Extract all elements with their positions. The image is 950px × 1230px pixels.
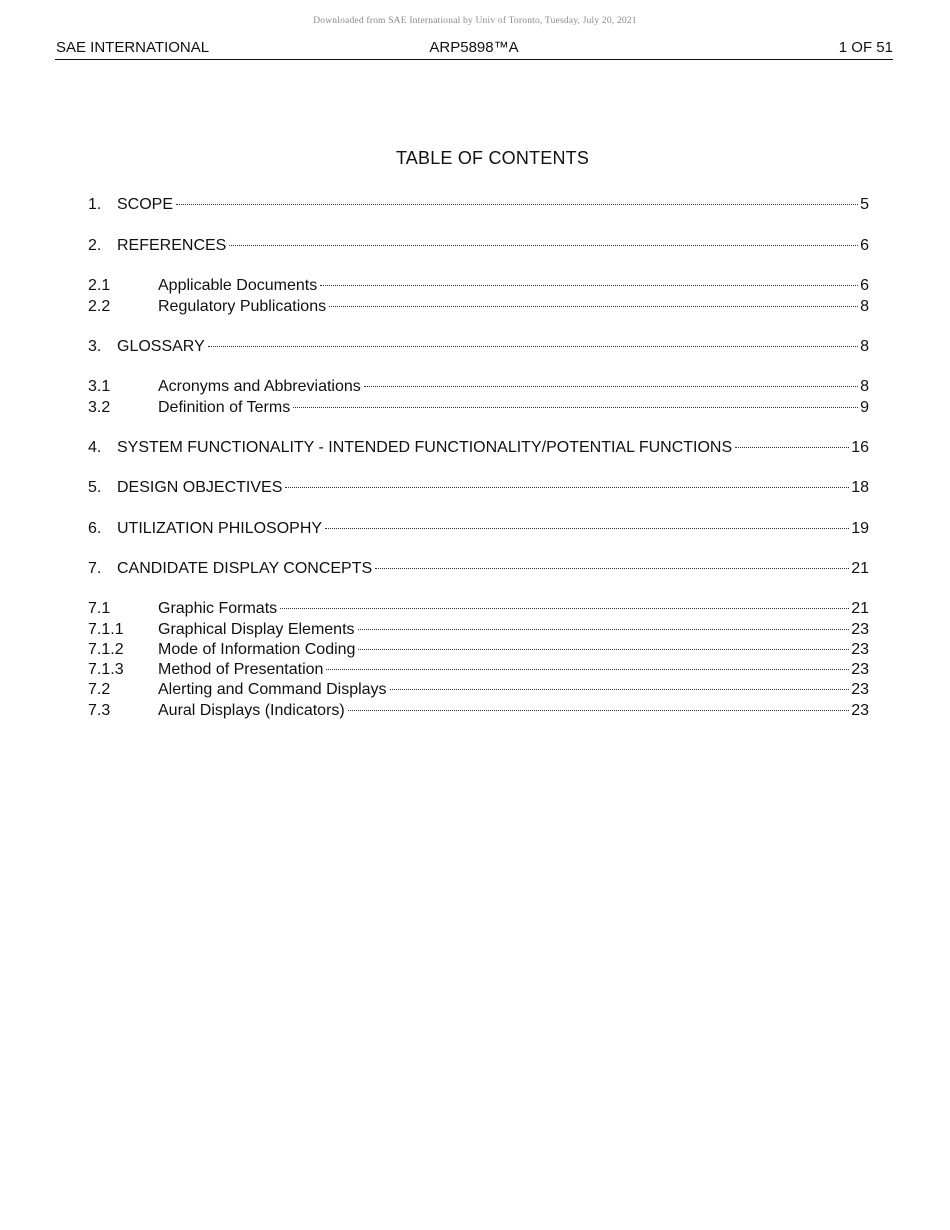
toc-entry-title: GLOSSARY: [117, 338, 205, 355]
toc-entry-number: 7.1.2: [88, 641, 124, 658]
toc-entry-number: 4.: [88, 439, 102, 456]
document-number: ARP5898™A: [429, 39, 519, 56]
toc-entry-number: 2.1: [88, 277, 111, 294]
page-header: [55, 38, 893, 60]
toc-entry-number: 6.: [88, 520, 102, 537]
toc-entry[interactable]: [88, 654, 869, 678]
toc-entry-number: 2.2: [88, 298, 111, 315]
toc-entry-title: REFERENCES: [117, 237, 227, 254]
toc-entry-page: 6: [860, 237, 869, 254]
toc-entry-number: 3.: [88, 338, 102, 355]
toc-entry-number: 2.: [88, 237, 102, 254]
toc-entry-page: 21: [851, 600, 869, 617]
toc-entry-page: 18: [851, 479, 869, 496]
toc-dot-leader: [320, 270, 858, 290]
toc-entry-page: 23: [851, 681, 869, 698]
toc-dot-leader: [364, 371, 858, 391]
toc-entry-title: DESIGN OBJECTIVES: [117, 479, 283, 496]
toc-entry[interactable]: [88, 695, 869, 719]
toc-entry-number: 7.1.1: [88, 621, 124, 638]
toc-entry[interactable]: [88, 270, 869, 294]
toc-entry-title: Graphical Display Elements: [158, 621, 355, 638]
toc-entry[interactable]: [88, 472, 869, 496]
toc-entry-title: Alerting and Command Displays: [158, 681, 387, 698]
toc-entry[interactable]: [88, 331, 869, 355]
toc-entry[interactable]: [88, 614, 869, 638]
toc-entry-number: 7.: [88, 560, 102, 577]
toc-entry[interactable]: [88, 392, 869, 416]
toc-entry-title: UTILIZATION PHILOSOPHY: [117, 520, 323, 537]
toc-entry[interactable]: [88, 513, 869, 537]
toc-entry-page: 21: [851, 560, 869, 577]
toc-dot-leader: [229, 230, 858, 250]
toc-entry-page: 5: [860, 196, 869, 213]
toc-entry-title: SCOPE: [117, 196, 174, 213]
toc-dot-leader: [325, 513, 849, 533]
download-watermark: Downloaded from SAE International by Univ of Toronto, Tuesday, July 20, 2021: [313, 16, 637, 26]
toc-entry-page: 8: [860, 338, 869, 355]
toc-entry-title: Definition of Terms: [158, 399, 291, 416]
toc-entry[interactable]: [88, 674, 869, 698]
toc-entry-page: 23: [851, 621, 869, 638]
toc-entry-page: 16: [851, 439, 869, 456]
toc-dot-leader: [176, 189, 858, 209]
publisher-name: SAE INTERNATIONAL: [56, 39, 210, 56]
toc-entry-title: Acronyms and Abbreviations: [158, 378, 361, 395]
toc-entry-number: 7.1: [88, 600, 111, 617]
toc-entry[interactable]: [88, 634, 869, 658]
toc-entry[interactable]: [88, 291, 869, 315]
toc-dot-leader: [280, 593, 849, 613]
toc-entry-title: Applicable Documents: [158, 277, 318, 294]
toc-entry-page: 23: [851, 702, 869, 719]
toc-entry-page: 19: [851, 520, 869, 537]
toc-dot-leader: [285, 472, 849, 492]
toc-dot-leader: [329, 291, 858, 311]
toc-entry[interactable]: [88, 593, 869, 617]
toc-entry-page: 8: [860, 298, 869, 315]
toc-entry-title: Mode of Information Coding: [158, 641, 356, 658]
toc-entry-title: Graphic Formats: [158, 600, 278, 617]
toc-title: TABLE OF CONTENTS: [395, 148, 590, 168]
toc-dot-leader: [735, 432, 849, 452]
toc-dot-leader: [390, 674, 850, 694]
toc-entry-number: 7.2: [88, 681, 111, 698]
toc-dot-leader: [293, 392, 858, 412]
toc-entry-title: Aural Displays (Indicators): [158, 702, 345, 719]
toc-entry-number: 7.3: [88, 702, 111, 719]
toc-entry-title: Regulatory Publications: [158, 298, 327, 315]
toc-entry-title: SYSTEM FUNCTIONALITY - INTENDED FUNCTIONALITY/POTENTIAL FUNCTIONS: [117, 439, 733, 456]
toc-dot-leader: [208, 331, 858, 351]
toc-entry-title: Method of Presentation: [158, 661, 324, 678]
toc-entry[interactable]: [88, 189, 869, 213]
toc-entry[interactable]: [88, 230, 869, 254]
toc-entry-page: 23: [851, 661, 869, 678]
toc-entry-page: 23: [851, 641, 869, 658]
toc-entry-page: 9: [860, 399, 869, 416]
toc-entry-number: 3.2: [88, 399, 111, 416]
toc-entry-title: CANDIDATE DISPLAY CONCEPTS: [117, 560, 373, 577]
toc-entry-number: 1.: [88, 196, 102, 213]
toc-dot-leader: [358, 614, 850, 634]
toc-entry-page: 8: [860, 378, 869, 395]
toc-dot-leader: [358, 634, 849, 654]
toc-entry-number: 3.1: [88, 378, 111, 395]
toc-entry[interactable]: [88, 432, 869, 456]
toc-entry[interactable]: [88, 371, 869, 395]
page-number: 1 OF 51: [838, 39, 893, 56]
toc-entry-number: 5.: [88, 479, 102, 496]
toc-dot-leader: [348, 695, 849, 715]
toc-entry-number: 7.1.3: [88, 661, 124, 678]
toc-entry[interactable]: [88, 553, 869, 577]
toc-entry-page: 6: [860, 277, 869, 294]
toc-dot-leader: [375, 553, 849, 573]
toc-dot-leader: [326, 654, 849, 674]
